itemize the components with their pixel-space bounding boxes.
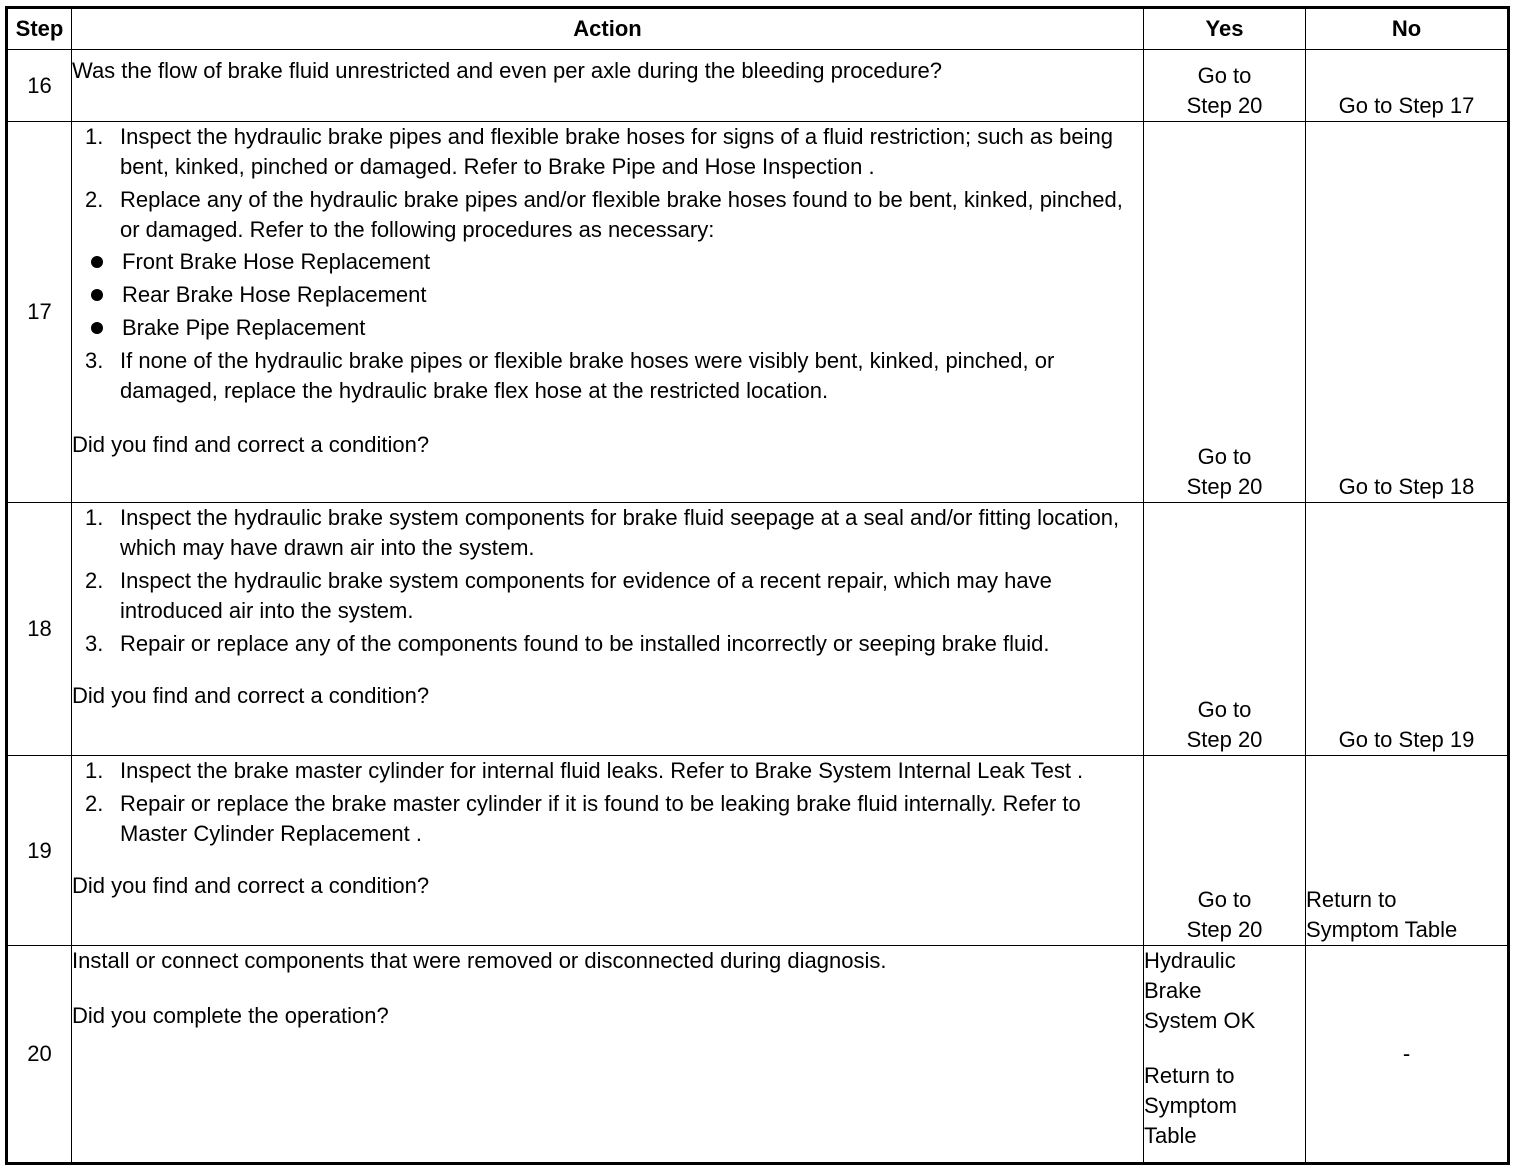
yes-result xyxy=(1144,946,1306,1164)
action-cell xyxy=(72,756,1144,946)
yes-line: Go to xyxy=(1197,444,1252,469)
step-number: 19 xyxy=(7,756,72,946)
no-result: Go to Step 19 xyxy=(1306,503,1509,756)
yes-result xyxy=(1144,756,1306,946)
step-number: 20 xyxy=(7,946,72,1164)
action-step-item xyxy=(72,185,1143,343)
step-item-text: Replace any of the hydraulic brake pipes and/or flexible brake hoses found to be bent, kinked, pinched, or damaged. Refer to the following procedures as necessary: xyxy=(120,187,1123,242)
step-number: 18 xyxy=(7,503,72,756)
step-item-text: Inspect the hydraulic brake system components for evidence of a recent repair, which may have introduced air into the system. xyxy=(120,568,1052,623)
action-question: Did you find and correct a condition? xyxy=(72,432,430,457)
action-cell xyxy=(72,122,1144,503)
action-step-item xyxy=(72,756,1143,786)
no-result: Go to Step 17 xyxy=(1306,50,1509,122)
yes-line: Hydraulic xyxy=(1144,948,1236,973)
header-row xyxy=(7,8,1509,50)
step-item-number: 1. xyxy=(85,758,104,783)
table-row-step-19 xyxy=(7,756,1509,946)
step-item-text: Repair or replace any of the components found to be installed incorrectly or seeping brake fluid. xyxy=(120,631,1050,656)
step-number: 17 xyxy=(7,122,72,503)
header-action: Action xyxy=(72,8,1144,50)
table-row-step-16 xyxy=(7,50,1509,122)
action-steps xyxy=(72,503,1143,659)
step-item-number: 1. xyxy=(85,124,104,149)
step-item-number: 2. xyxy=(85,568,104,593)
yes-line: Step 20 xyxy=(1186,917,1263,942)
step-item-number: 2. xyxy=(85,791,104,816)
action-step-item xyxy=(72,503,1143,563)
action-text: Was the flow of brake fluid unrestricted and even per axle during the bleeding procedure? xyxy=(72,50,1144,122)
no-result: - xyxy=(1306,946,1509,1164)
step-number: 16 xyxy=(7,50,72,122)
action-step-item xyxy=(72,629,1143,659)
action-step-item xyxy=(72,122,1143,182)
yes-result xyxy=(1144,50,1306,122)
procedure-item: Brake Pipe Replacement xyxy=(72,313,1143,343)
table-row-step-18 xyxy=(7,503,1509,756)
yes-line: Table xyxy=(1144,1123,1197,1148)
step-item-number: 1. xyxy=(85,505,104,530)
yes-line: Symptom xyxy=(1144,1093,1237,1118)
action-cell xyxy=(72,946,1144,1164)
header-no: No xyxy=(1306,8,1509,50)
yes-line: Return to xyxy=(1144,1063,1235,1088)
yes-line: Step 20 xyxy=(1186,474,1263,499)
action-step-item xyxy=(72,789,1143,849)
diagnostic-table xyxy=(5,6,1510,1165)
no-result: Go to Step 18 xyxy=(1306,122,1509,503)
action-question: Did you complete the operation? xyxy=(72,1003,389,1028)
step-item-number: 2. xyxy=(85,187,104,212)
no-result xyxy=(1306,756,1509,946)
step-item-number: 3. xyxy=(85,348,104,373)
yes-line: Step 20 xyxy=(1186,93,1263,118)
procedure-item: Rear Brake Hose Replacement xyxy=(72,280,1143,310)
step-item-number: 3. xyxy=(85,631,104,656)
action-question: Did you find and correct a condition? xyxy=(72,873,430,898)
yes-line: Brake xyxy=(1144,978,1202,1003)
no-line: Return to xyxy=(1306,887,1397,912)
action-steps xyxy=(72,122,1143,406)
table-row-step-20 xyxy=(7,946,1509,1164)
action-step-item xyxy=(72,566,1143,626)
header-step: Step xyxy=(7,8,72,50)
step-item-text: Inspect the hydraulic brake pipes and flexible brake hoses for signs of a fluid restriction; such as being bent, kinked, pinched or damaged. Refer to Brake Pipe and Hose Inspection . xyxy=(120,124,1113,179)
yes-line: Go to xyxy=(1197,697,1252,722)
procedure-list xyxy=(72,247,1143,343)
step-item-text: If none of the hydraulic brake pipes or flexible brake hoses were visibly bent, kinked, pinched, or damaged, replace the hydraulic brake flex hose at the restricted location. xyxy=(120,348,1055,403)
no-line: Symptom Table xyxy=(1306,917,1458,942)
step-item-text: Inspect the hydraulic brake system components for brake fluid seepage at a seal and/or fitting location, which may have drawn air into the system. xyxy=(120,505,1120,560)
step-item-text: Inspect the brake master cylinder for internal fluid leaks. Refer to Brake System Internal Leak Test . xyxy=(120,758,1084,783)
yes-result xyxy=(1144,503,1306,756)
header-yes: Yes xyxy=(1144,8,1306,50)
action-cell xyxy=(72,503,1144,756)
table-row-step-17 xyxy=(7,122,1509,503)
yes-line: Go to xyxy=(1197,63,1252,88)
action-steps xyxy=(72,756,1143,849)
action-step-item xyxy=(72,346,1143,406)
yes-line: Go to xyxy=(1197,887,1252,912)
yes-result xyxy=(1144,122,1306,503)
action-question: Did you find and correct a condition? xyxy=(72,683,430,708)
yes-line: Step 20 xyxy=(1186,727,1263,752)
action-text: Install or connect components that were removed or disconnected during diagnosis. xyxy=(72,948,887,973)
step-item-text: Repair or replace the brake master cylinder if it is found to be leaking brake fluid internally. Refer to Master Cylinder Replacement . xyxy=(120,791,1081,846)
procedure-item: Front Brake Hose Replacement xyxy=(72,247,1143,277)
yes-line: System OK xyxy=(1144,1008,1256,1033)
